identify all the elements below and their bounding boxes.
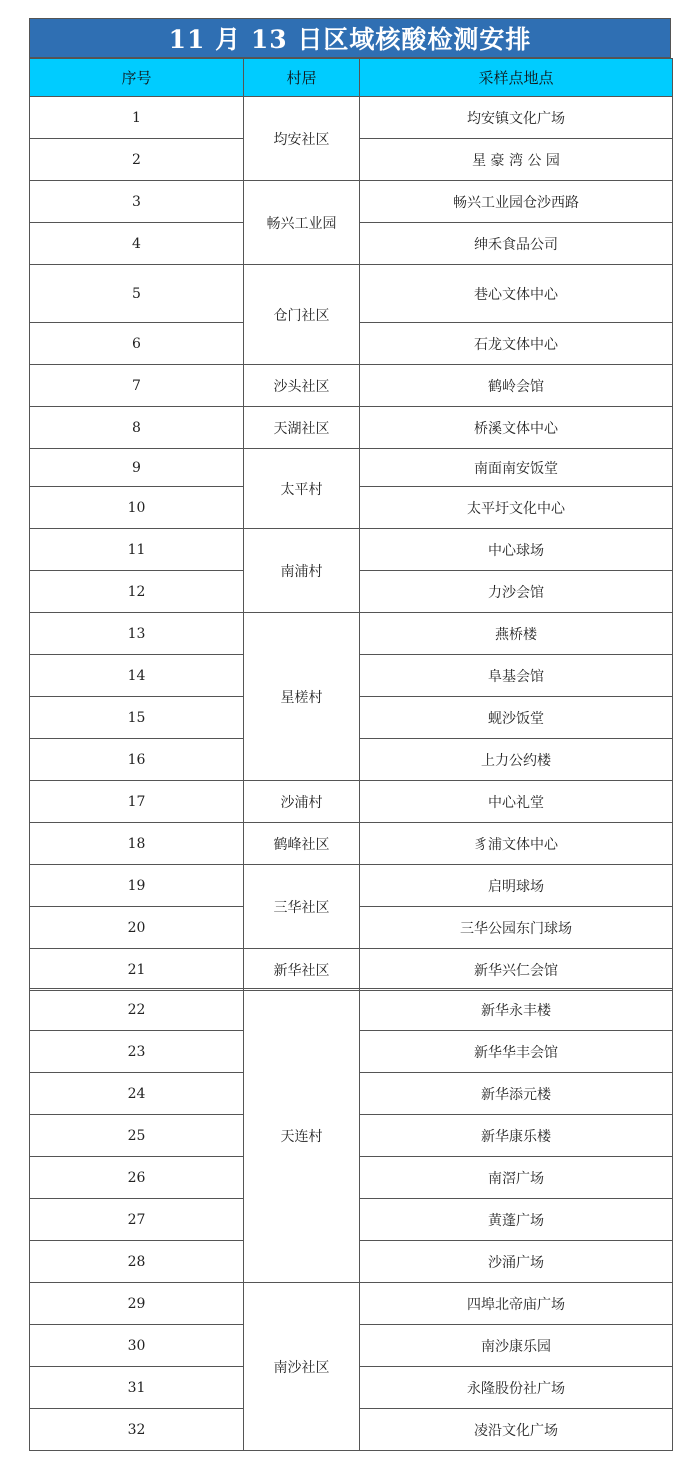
schedule-table bbox=[29, 58, 673, 991]
village-name: 天湖社区 bbox=[244, 407, 360, 449]
page-title: 11 月 13 日区域核酸检测安排 bbox=[29, 18, 671, 58]
table-row bbox=[30, 181, 673, 223]
row-number: 7 bbox=[30, 365, 244, 407]
schedule-table-continued bbox=[29, 988, 673, 1451]
sampling-site: 永隆股份社广场 bbox=[360, 1367, 673, 1409]
row-number: 6 bbox=[30, 323, 244, 365]
row-number: 3 bbox=[30, 181, 244, 223]
table-row bbox=[30, 989, 673, 1031]
table-row bbox=[30, 365, 673, 407]
table-row bbox=[30, 613, 673, 655]
table-row bbox=[30, 407, 673, 449]
table-row bbox=[30, 781, 673, 823]
sampling-site: 豸浦文体中心 bbox=[360, 823, 673, 865]
row-number: 12 bbox=[30, 571, 244, 613]
row-number: 26 bbox=[30, 1157, 244, 1199]
sampling-site: 新华康乐楼 bbox=[360, 1115, 673, 1157]
sampling-site: 凌沿文化广场 bbox=[360, 1409, 673, 1451]
row-number: 2 bbox=[30, 139, 244, 181]
village-name: 沙头社区 bbox=[244, 365, 360, 407]
row-number: 17 bbox=[30, 781, 244, 823]
sampling-site: 燕桥楼 bbox=[360, 613, 673, 655]
sampling-site: 启明球场 bbox=[360, 865, 673, 907]
sampling-site: 蚬沙饭堂 bbox=[360, 697, 673, 739]
row-number: 31 bbox=[30, 1367, 244, 1409]
village-name: 鹤峰社区 bbox=[244, 823, 360, 865]
row-number: 30 bbox=[30, 1325, 244, 1367]
row-number: 15 bbox=[30, 697, 244, 739]
row-number: 10 bbox=[30, 487, 244, 529]
sampling-site: 星 豪 湾 公 园 bbox=[360, 139, 673, 181]
village-name: 太平村 bbox=[244, 449, 360, 529]
row-number: 21 bbox=[30, 949, 244, 991]
row-number: 5 bbox=[30, 265, 244, 323]
header-site: 采样点地点 bbox=[360, 59, 673, 97]
sampling-site: 畅兴工业园仓沙西路 bbox=[360, 181, 673, 223]
header-row bbox=[30, 59, 673, 97]
row-number: 20 bbox=[30, 907, 244, 949]
village-name: 南沙社区 bbox=[244, 1283, 360, 1451]
row-number: 13 bbox=[30, 613, 244, 655]
table-row bbox=[30, 449, 673, 487]
sampling-site: 黄蓬广场 bbox=[360, 1199, 673, 1241]
header-village: 村居 bbox=[244, 59, 360, 97]
row-number: 16 bbox=[30, 739, 244, 781]
table-row bbox=[30, 949, 673, 991]
sampling-site: 南滘广场 bbox=[360, 1157, 673, 1199]
sampling-site: 太平圩文化中心 bbox=[360, 487, 673, 529]
row-number: 11 bbox=[30, 529, 244, 571]
row-number: 1 bbox=[30, 97, 244, 139]
village-name: 畅兴工业园 bbox=[244, 181, 360, 265]
row-number: 27 bbox=[30, 1199, 244, 1241]
row-number: 14 bbox=[30, 655, 244, 697]
sampling-site: 南面南安饭堂 bbox=[360, 449, 673, 487]
row-number: 22 bbox=[30, 989, 244, 1031]
village-name: 沙浦村 bbox=[244, 781, 360, 823]
sampling-site: 中心球场 bbox=[360, 529, 673, 571]
row-number: 9 bbox=[30, 449, 244, 487]
sampling-site: 阜基会馆 bbox=[360, 655, 673, 697]
header-number: 序号 bbox=[30, 59, 244, 97]
sampling-site: 力沙会馆 bbox=[360, 571, 673, 613]
sampling-site: 中心礼堂 bbox=[360, 781, 673, 823]
village-name: 南浦村 bbox=[244, 529, 360, 613]
village-name: 天连村 bbox=[244, 989, 360, 1283]
sampling-site: 沙涌广场 bbox=[360, 1241, 673, 1283]
table-row bbox=[30, 265, 673, 323]
row-number: 19 bbox=[30, 865, 244, 907]
sampling-site: 桥溪文体中心 bbox=[360, 407, 673, 449]
village-name: 新华社区 bbox=[244, 949, 360, 991]
village-name: 三华社区 bbox=[244, 865, 360, 949]
sampling-site: 新华添元楼 bbox=[360, 1073, 673, 1115]
village-name: 仓门社区 bbox=[244, 265, 360, 365]
row-number: 23 bbox=[30, 1031, 244, 1073]
sampling-site: 均安镇文化广场 bbox=[360, 97, 673, 139]
row-number: 24 bbox=[30, 1073, 244, 1115]
sampling-site: 新华华丰会馆 bbox=[360, 1031, 673, 1073]
sampling-site: 鹤岭会馆 bbox=[360, 365, 673, 407]
sampling-site: 三华公园东门球场 bbox=[360, 907, 673, 949]
village-name: 均安社区 bbox=[244, 97, 360, 181]
row-number: 28 bbox=[30, 1241, 244, 1283]
row-number: 4 bbox=[30, 223, 244, 265]
table-row bbox=[30, 1283, 673, 1325]
row-number: 32 bbox=[30, 1409, 244, 1451]
sampling-site: 上力公约楼 bbox=[360, 739, 673, 781]
sampling-site: 四埠北帝庙广场 bbox=[360, 1283, 673, 1325]
village-name: 星槎村 bbox=[244, 613, 360, 781]
row-number: 8 bbox=[30, 407, 244, 449]
table-row bbox=[30, 823, 673, 865]
sampling-site: 南沙康乐园 bbox=[360, 1325, 673, 1367]
row-number: 29 bbox=[30, 1283, 244, 1325]
table-row bbox=[30, 97, 673, 139]
row-number: 18 bbox=[30, 823, 244, 865]
sampling-site: 绅禾食品公司 bbox=[360, 223, 673, 265]
table-row bbox=[30, 865, 673, 907]
sampling-site: 新华兴仁会馆 bbox=[360, 949, 673, 991]
table-row bbox=[30, 529, 673, 571]
row-number: 25 bbox=[30, 1115, 244, 1157]
sampling-site: 巷心文体中心 bbox=[360, 265, 673, 323]
sampling-site: 石龙文体中心 bbox=[360, 323, 673, 365]
sampling-site: 新华永丰楼 bbox=[360, 989, 673, 1031]
